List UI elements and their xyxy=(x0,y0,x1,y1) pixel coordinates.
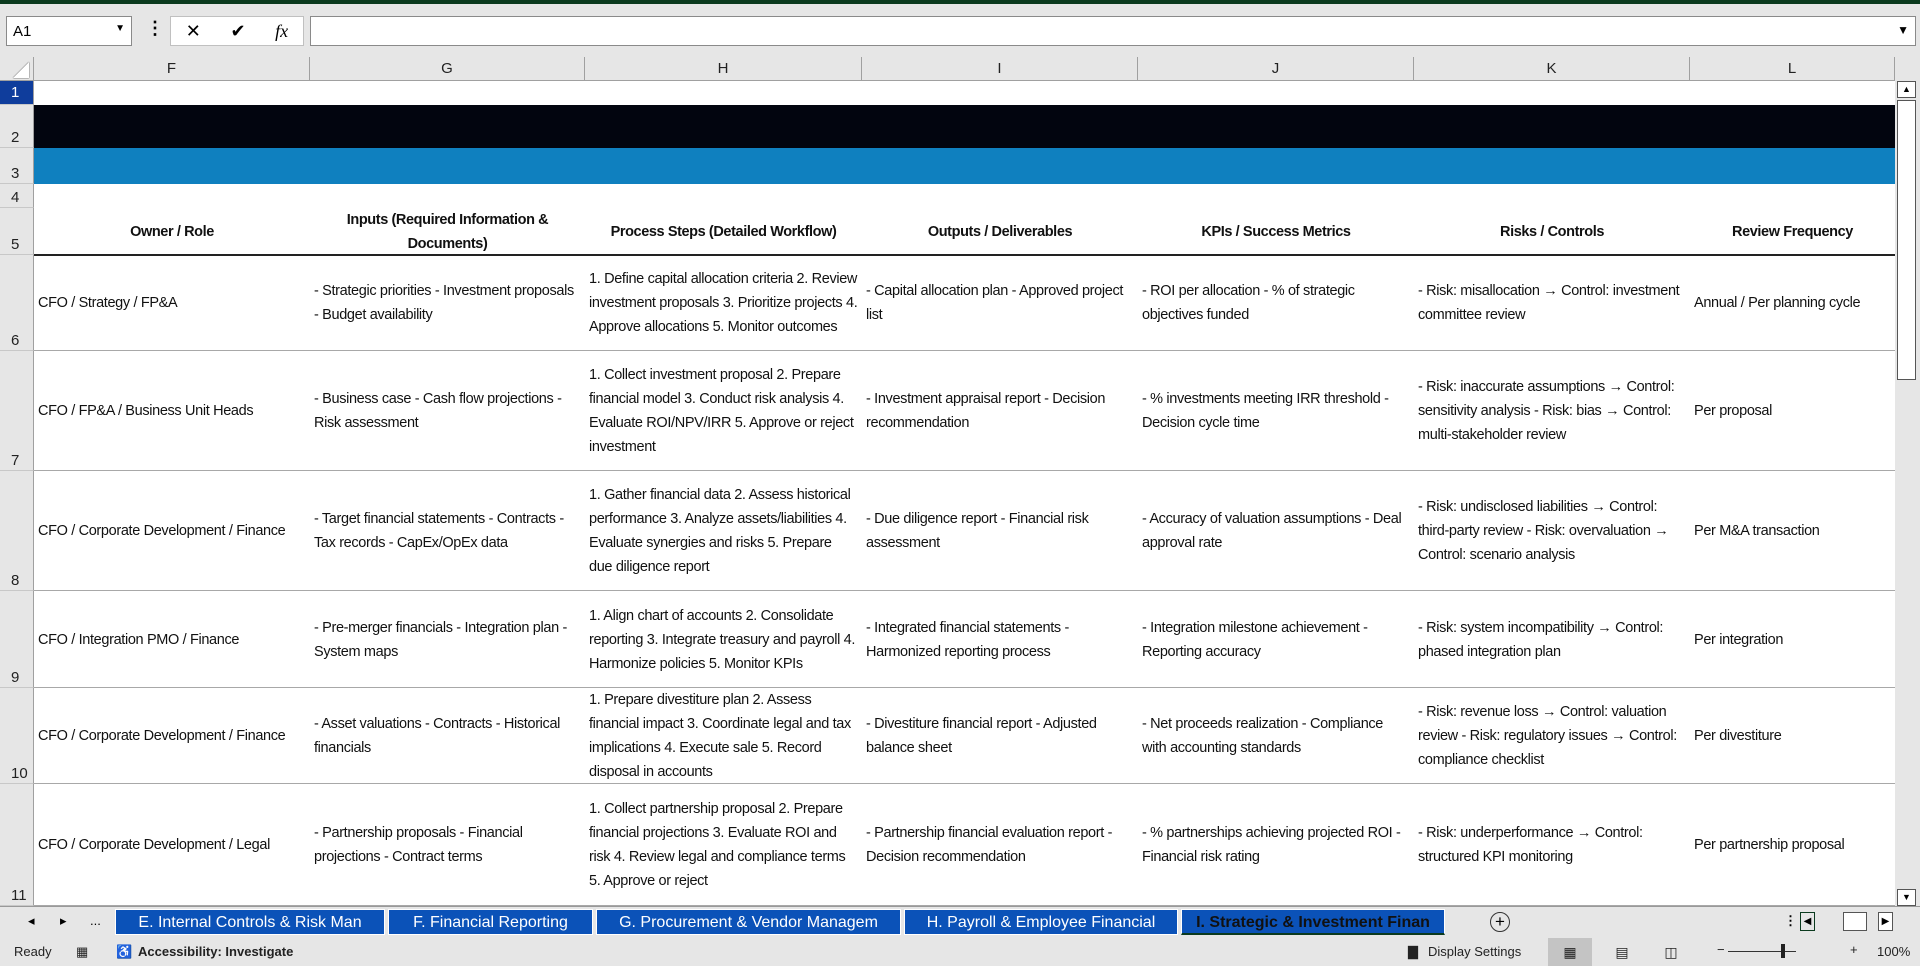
tab-options-icon[interactable]: ⋮ xyxy=(1784,913,1797,928)
zoom-slider-thumb[interactable] xyxy=(1781,944,1785,958)
title-band xyxy=(34,105,1895,148)
vertical-scrollbar[interactable] xyxy=(1895,57,1920,906)
table-cell[interactable]: 1. Align chart of accounts 2. Consolidate reporting 3. Integrate treasury and payroll 4. Harmonize policies 5. Monitor KPIs xyxy=(589,607,856,672)
table-cell[interactable]: CFO / Corporate Development / Finance xyxy=(38,523,286,539)
normal-view-icon[interactable]: ▦ xyxy=(1548,938,1592,966)
cancel-icon[interactable]: ✕ xyxy=(185,20,201,41)
table-cell[interactable]: CFO / FP&A / Business Unit Heads xyxy=(38,403,254,419)
table-cell[interactable]: 1. Define capital allocation criteria 2. Review investment proposals 3. Prioritize projects 4. Approve allocations 5. Monitor outcomes xyxy=(589,271,858,335)
table-cell[interactable]: - % partnerships achieving projected ROI - Financial risk rating xyxy=(1142,825,1401,865)
status-bar xyxy=(0,938,1920,966)
name-box[interactable] xyxy=(6,16,132,46)
sheet-tab[interactable]: H. Payroll & Employee Financial xyxy=(904,909,1178,935)
table-cell[interactable]: - Partnership financial evaluation report - Decision recommendation xyxy=(866,825,1113,865)
sheet-tab[interactable]: F. Financial Reporting xyxy=(388,909,593,935)
table-header-cell[interactable]: Process Steps (Detailed Workflow) xyxy=(610,223,837,240)
display-settings-button[interactable]: Display Settings xyxy=(1428,944,1522,959)
table-cell[interactable]: - ROI per allocation - % of strategic objectives funded xyxy=(1142,283,1355,323)
insert-function-icon[interactable]: fx xyxy=(275,20,289,41)
page-break-view-icon[interactable]: ◫ xyxy=(1664,944,1678,960)
table-cell[interactable]: Per integration xyxy=(1694,631,1784,648)
table-cell[interactable]: - Risk: system incompatibility → Control: phased integration plan xyxy=(1418,619,1664,660)
row-header-6[interactable]: 6 xyxy=(0,255,34,351)
table-cell[interactable]: - Divestiture financial report - Adjusted balance sheet xyxy=(866,716,1097,756)
table-cell[interactable]: Annual / Per planning cycle xyxy=(1694,295,1861,311)
table-header-cell[interactable]: KPIs / Success Metrics xyxy=(1201,223,1351,240)
table-cell[interactable]: - Net proceeds realization - Compliance with accounting standards xyxy=(1142,716,1384,756)
expand-formula-bar-icon[interactable]: ▼ xyxy=(1897,23,1909,37)
table-cell[interactable]: - Investment appraisal report - Decision recommendation xyxy=(866,391,1106,431)
zoom-out-button[interactable]: − xyxy=(1717,942,1725,957)
table-cell[interactable]: Per divestiture xyxy=(1694,728,1782,744)
row-header-3[interactable]: 3 xyxy=(0,148,34,184)
table-cell[interactable]: - Integrated financial statements - Harmonized reporting process xyxy=(866,619,1069,660)
formula-bar xyxy=(0,4,1920,57)
table-cell[interactable]: CFO / Integration PMO / Finance xyxy=(38,631,240,648)
sheet-tab[interactable]: E. Internal Controls & Risk Man xyxy=(115,909,385,935)
table-cell[interactable]: - Accuracy of valuation assumptions - Deal approval rate xyxy=(1142,511,1402,551)
row-header-1[interactable]: 1 xyxy=(0,81,34,105)
row-header-4[interactable]: 4 xyxy=(0,184,34,208)
zoom-level[interactable]: 100% xyxy=(1877,944,1911,959)
column-header-J[interactable]: J xyxy=(1138,57,1414,81)
table-cell[interactable]: - Risk: inaccurate assumptions → Control: sensitivity analysis - Risk: bias → Control: multi-stakeholder review xyxy=(1418,379,1675,443)
table-cell[interactable]: CFO / Corporate Development / Legal xyxy=(38,837,270,853)
table-cell[interactable]: - Partnership proposals - Financial projections - Contract terms xyxy=(314,825,523,865)
enter-icon[interactable]: ✔ xyxy=(230,20,246,41)
row-header-7[interactable]: 7 xyxy=(0,351,34,471)
macro-record-icon[interactable]: ▦ xyxy=(76,944,89,959)
column-header-H[interactable]: H xyxy=(585,57,862,81)
formula-buttons xyxy=(170,16,304,46)
table-cell[interactable]: 1. Collect partnership proposal 2. Prepare financial projections 3. Evaluate ROI and risk 4. Review legal and compliance terms 5. Approve or reject xyxy=(589,801,846,889)
table-cell[interactable]: - Integration milestone achievement - Reporting accuracy xyxy=(1142,619,1368,660)
scrollbar-thumb[interactable] xyxy=(1897,100,1916,380)
column-headers xyxy=(0,57,1895,81)
table-cell[interactable]: 1. Collect investment proposal 2. Prepare financial model 3. Conduct risk analysis 4. Evaluate ROI/NPV/IRR 5. Approve or reject investment xyxy=(589,367,854,455)
column-header-G[interactable]: G xyxy=(310,57,585,81)
table-cell[interactable]: 1. Gather financial data 2. Assess historical performance 3. Analyze assets/liabilities 4. Evaluate synergies and risks 5. Prepare due diligence report xyxy=(589,487,851,575)
column-header-F[interactable]: F xyxy=(34,57,310,81)
table-cell[interactable]: - Risk: revenue loss → Control: valuation review - Risk: regulatory issues → Control: compliance checklist xyxy=(1418,704,1677,768)
column-header-K[interactable]: K xyxy=(1414,57,1690,81)
table-cell[interactable]: Per proposal xyxy=(1694,403,1773,419)
add-sheet-icon[interactable]: + xyxy=(1490,912,1510,932)
table-cell[interactable]: CFO / Strategy / FP&A xyxy=(38,295,178,311)
accessibility-status[interactable]: Accessibility: Investigate xyxy=(138,944,294,959)
row-header-2[interactable]: 2 xyxy=(0,105,34,148)
sheet-tab[interactable]: G. Procurement & Vendor Managem xyxy=(596,909,901,935)
table-header-cell[interactable]: Risks / Controls xyxy=(1500,223,1604,240)
accessibility-icon[interactable]: ♿ xyxy=(116,944,133,959)
table-cell[interactable]: Per M&A transaction xyxy=(1694,523,1820,539)
table-cell[interactable]: - Risk: underperformance → Control: structured KPI monitoring xyxy=(1418,825,1643,865)
select-all-button[interactable] xyxy=(0,57,34,81)
tab-next-icon[interactable]: ▸ xyxy=(60,913,67,928)
row-header-10[interactable]: 10 xyxy=(0,688,34,784)
row-header-5[interactable]: 5 xyxy=(0,208,34,255)
more-options-icon[interactable]: ⋮ xyxy=(146,18,164,38)
hscroll-left-icon[interactable]: ◀ xyxy=(1800,912,1815,931)
table-header-cell[interactable]: Owner / Role xyxy=(130,223,214,240)
table-cell[interactable]: - Pre-merger financials - Integration plan - System maps xyxy=(314,619,567,660)
formula-input[interactable] xyxy=(310,16,1916,46)
table-cell[interactable]: - Risk: misallocation → Control: investment committee review xyxy=(1418,283,1680,323)
table-cell[interactable]: - Due diligence report - Financial risk assessment xyxy=(866,511,1089,551)
page-layout-view-icon[interactable]: ▤ xyxy=(1615,944,1629,960)
scroll-down-icon[interactable]: ▼ xyxy=(1897,889,1916,906)
row-header-11[interactable]: 11 xyxy=(0,784,34,906)
table-cell[interactable]: - Strategic priorities - Investment proposals - Budget availability xyxy=(314,283,574,323)
table-cell[interactable]: - Business case - Cash flow projections - Risk assessment xyxy=(314,391,562,431)
row-header-8[interactable]: 8 xyxy=(0,471,34,591)
sheet-tab-bar xyxy=(0,906,1920,936)
table-cell[interactable]: - Target financial statements - Contracts - Tax records - CapEx/OpEx data xyxy=(314,511,564,551)
tab-prev-icon[interactable]: ◂ xyxy=(28,913,35,928)
table-cell[interactable]: CFO / Corporate Development / Finance xyxy=(38,728,286,744)
table-header-cell[interactable]: Inputs (Required Information & Documents) xyxy=(346,211,549,252)
table-header-cell[interactable]: Outputs / Deliverables xyxy=(927,223,1073,240)
column-header-L[interactable]: L xyxy=(1690,57,1895,81)
hscroll-right-icon[interactable]: ▶ xyxy=(1878,912,1893,931)
status-ready: Ready xyxy=(14,944,52,959)
zoom-in-button[interactable]: + xyxy=(1850,942,1858,957)
scroll-up-icon[interactable]: ▲ xyxy=(1897,81,1916,98)
column-header-I[interactable]: I xyxy=(862,57,1138,81)
table-header-cell[interactable]: Review Frequency xyxy=(1732,223,1853,240)
table-cell[interactable]: - Risk: undisclosed liabilities → Control: third-party review - Risk: overvaluation → Control: scenario analysis xyxy=(1418,499,1669,563)
table-cell[interactable]: Per partnership proposal xyxy=(1694,837,1845,853)
sheet-tab[interactable]: I. Strategic & Investment Finan xyxy=(1181,909,1445,935)
table-cell[interactable]: - % investments meeting IRR threshold - Decision cycle time xyxy=(1142,391,1389,431)
tab-more-button[interactable]: ... xyxy=(90,913,101,928)
table-cell[interactable]: 1. Prepare divestiture plan 2. Assess financial impact 3. Coordinate legal and tax implications 4. Execute sale 5. Record disposal in accounts xyxy=(589,692,851,780)
chevron-down-icon[interactable]: ▼ xyxy=(115,23,125,34)
horizontal-scrollbar-thumb[interactable] xyxy=(1843,912,1867,931)
table-cell[interactable]: - Asset valuations - Contracts - Historical financials xyxy=(314,716,561,756)
table-cell[interactable]: - Capital allocation plan - Approved project list xyxy=(866,283,1124,323)
accent-band xyxy=(34,148,1895,184)
worksheet-grid[interactable] xyxy=(0,57,1895,906)
zoom-slider[interactable] xyxy=(1728,951,1796,952)
name-box-value: A1 xyxy=(13,23,32,40)
row-header-9[interactable]: 9 xyxy=(0,591,34,688)
display-settings-icon[interactable]: ▇ xyxy=(1408,944,1418,959)
